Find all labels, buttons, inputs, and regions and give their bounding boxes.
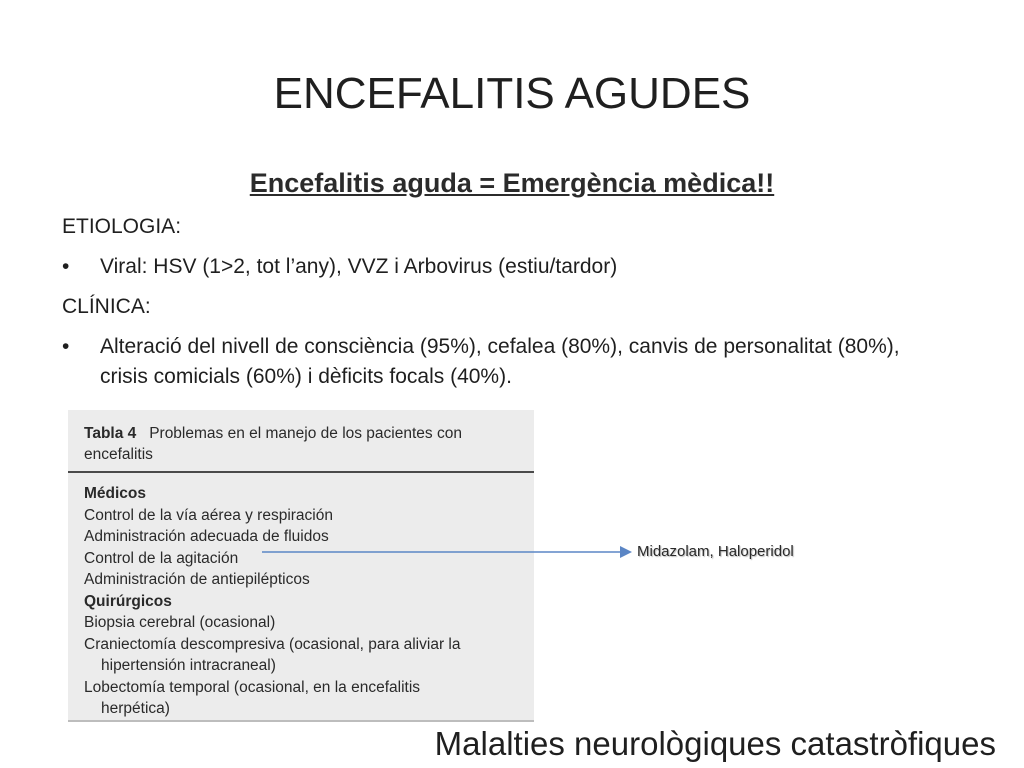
annotation-arrow-head <box>620 546 632 558</box>
etiology-bullet <box>62 252 942 282</box>
bullet-dot: • <box>62 335 70 358</box>
table-header-rule <box>68 471 534 473</box>
slide-title: ENCEFALITIS AGUDES <box>273 69 751 118</box>
table-figure <box>68 410 534 722</box>
clinical-label: CLÍNICA: <box>62 295 151 318</box>
table-caption <box>84 423 524 465</box>
table-row: Control de la vía aérea y respiración <box>84 506 333 524</box>
table-row: herpética) <box>101 700 170 717</box>
table-row: Biopsia cerebral (ocasional) <box>84 614 276 631</box>
clinical-bullet-text: Alteració del nivell de consciència (95%), cefalea (80%), canvis de personalitat (80%), crisis comicials (60%) i dèficits focals (40%). <box>100 335 900 388</box>
table-caption-line2: encefalitis <box>84 446 153 463</box>
clinical-bullet <box>62 332 942 392</box>
table-row-agitation: Control de la agitación <box>84 549 239 567</box>
slide-body <box>62 212 942 402</box>
table-category-medicos: Médicos <box>84 485 147 502</box>
slide-subtitle: Encefalitis aguda = Emergència mèdica!! <box>249 168 775 198</box>
bullet-dot: • <box>62 255 70 278</box>
table-label: Tabla 4 <box>84 425 137 442</box>
table-row: Lobectomía temporal (ocasional, en la encefalitis <box>84 678 421 696</box>
table-row: Administración de antiepilépticos <box>84 571 310 588</box>
etiology-bullet-text: Viral: HSV (1>2, tot l’any), VVZ i Arbovirus (estiu/tardor) <box>100 255 618 278</box>
table-row: Administración adecuada de fluidos <box>84 528 329 545</box>
table-row: Craniectomía descompresiva (ocasional, para aliviar la <box>84 635 461 653</box>
slide-footer: Malalties neurològiques catastròfiques <box>434 725 996 762</box>
table-category-quirurgicos: Quirúrgicos <box>84 592 172 610</box>
annotation-text: Midazolam, Haloperidol <box>637 543 794 560</box>
table-body <box>84 483 524 720</box>
table-caption-line1: Problemas en el manejo de los pacientes con <box>149 425 462 442</box>
table-row: hipertensión intracraneal) <box>101 657 276 674</box>
etiology-label: ETIOLOGIA: <box>62 215 182 238</box>
